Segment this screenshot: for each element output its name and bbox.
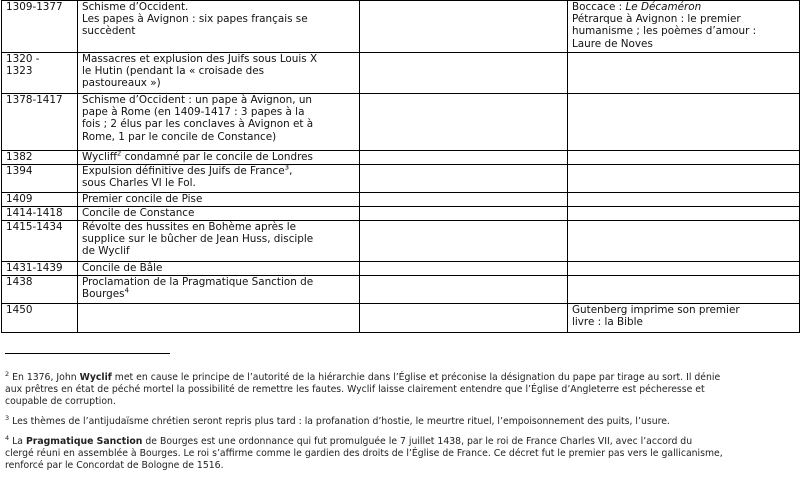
empty-cell <box>568 221 800 262</box>
empty-cell <box>360 207 568 221</box>
event-cell: Premier concile de Pise <box>78 193 360 207</box>
empty-cell <box>360 94 568 151</box>
date-cell: 1394 <box>2 165 78 193</box>
event-cell: Wycliff$^2$ condamné par le concile de Londres <box>78 151 360 165</box>
footnote: $^4$ La Pragmatique Sanction de Bourges est une ordonnance qui fut promulguée le 7 juillet 1438, par le roi de France Charles VII, avec l’accord du clergé réuni en assemblée à Bourges. Le roi s’affirme comme le gardien des droits de l’Église de France. Ce décret fut le premier pas vers le gallicanisme, renforcé par le Concordat de Bologne de 1516. <box>5 433 723 471</box>
table-row <box>2 1 800 53</box>
date-cell: 1378-1417 <box>2 94 78 151</box>
table-row <box>2 304 800 333</box>
empty-cell <box>568 151 800 165</box>
date-cell: 1415-1434 <box>2 221 78 262</box>
empty-cell <box>360 276 568 304</box>
table-row <box>2 151 800 165</box>
event-cell: Expulsion définitive des Juifs de France$^3$, sous Charles VI le Fol. <box>78 165 360 193</box>
event-cell: Proclamation de la Pragmatique Sanction de Bourges$^4$ <box>78 276 360 304</box>
date-cell: 1414-1418 <box>2 207 78 221</box>
footnotes <box>5 369 803 480</box>
event-cell: Schisme d’Occident. Les papes à Avignon : six papes français se succèdent <box>78 1 360 53</box>
empty-cell <box>360 221 568 262</box>
event-cell: Schisme d’Occident : un pape à Avignon, un pape à Rome (en 1409-1417 : 3 papes à la fois ; 2 élus par les conclaves à Avignon et à Rome, 1 par le concile de Constance) <box>78 94 360 151</box>
empty-cell <box>568 94 800 151</box>
table-row <box>2 207 800 221</box>
footnote-ref[interactable]: 2 <box>116 150 122 158</box>
table-row <box>2 53 800 94</box>
empty-cell <box>360 1 568 53</box>
date-cell: 1431-1439 <box>2 262 78 276</box>
empty-cell <box>360 304 568 333</box>
event-cell: Concile de Bâle <box>78 262 360 276</box>
table-row <box>2 193 800 207</box>
table-row <box>2 94 800 151</box>
date-cell: 1309-1377 <box>2 1 78 53</box>
date-cell: 1409 <box>2 193 78 207</box>
empty-cell <box>568 207 800 221</box>
empty-cell <box>360 53 568 94</box>
footnote-separator <box>5 353 170 354</box>
date-cell: 1320 - 1323 <box>2 53 78 94</box>
footnote: $^3$ Les thèmes de l’antijudaïsme chrétien seront repris plus tard : la profanation d’hostie, le meurtre rituel, l’empoisonnement des puits, l’usure. <box>5 413 670 427</box>
table-row <box>2 262 800 276</box>
culture-cell: Boccace : Le Décaméron Pétrarque à Avignon : le premier humanisme ; les poèmes d’amour : Laure de Noves <box>568 1 800 53</box>
empty-cell <box>360 193 568 207</box>
footnote-ref[interactable]: 3 <box>284 164 290 172</box>
table-row <box>2 165 800 193</box>
date-cell: 1438 <box>2 276 78 304</box>
date-cell: 1382 <box>2 151 78 165</box>
table-row <box>2 221 800 262</box>
empty-cell <box>568 53 800 94</box>
event-cell: Révolte des hussites en Bohème après le supplice sur le bûcher de Jean Huss, disciple de Wyclif <box>78 221 360 262</box>
footnote: $^2$ En 1376, John Wyclif met en cause le principe de l’autorité de la hiérarchie dans l’Église et préconise la désignation du pape par tirage au sort. Il dénie aux prêtres en état de péché mortel la possibilité de remettre les fautes. Wyclif laisse clairement entendre que l’Église d’Angleterre est pécheresse et coupable de corruption. <box>5 369 721 407</box>
empty-cell <box>568 165 800 193</box>
empty-cell <box>568 262 800 276</box>
empty-cell <box>568 276 800 304</box>
empty-cell <box>360 165 568 193</box>
empty-cell <box>78 304 360 333</box>
culture-cell: Gutenberg imprime son premier livre : la Bible <box>568 304 800 333</box>
event-cell: Concile de Constance <box>78 207 360 221</box>
empty-cell <box>360 262 568 276</box>
empty-cell <box>568 193 800 207</box>
date-cell: 1450 <box>2 304 78 333</box>
footnote-ref[interactable]: 4 <box>124 286 130 295</box>
chronology-table <box>1 0 800 333</box>
table-row <box>2 276 800 304</box>
empty-cell <box>360 151 568 165</box>
event-cell: Massacres et explusion des Juifs sous Louis X le Hutin (pendant la « croisade des pastoureaux ») <box>78 53 360 94</box>
